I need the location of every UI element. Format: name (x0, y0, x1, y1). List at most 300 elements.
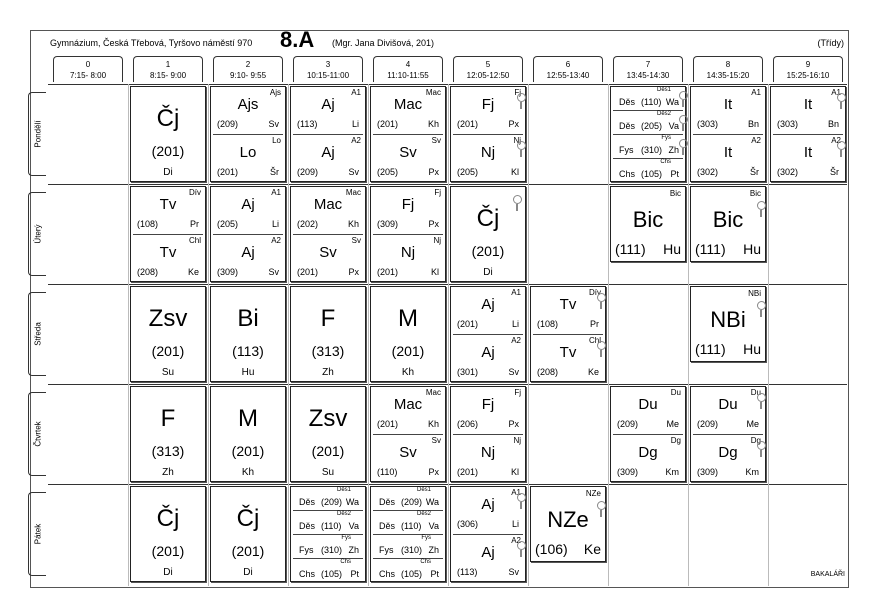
key-icon (597, 293, 606, 302)
lesson-group: Chs (340, 559, 351, 565)
lesson-cell[interactable] (690, 86, 766, 182)
lesson-subject: It (723, 144, 733, 161)
lesson-room: (303) (777, 119, 799, 129)
lesson-cell[interactable] (210, 186, 286, 282)
lesson-room: (208) (137, 267, 159, 277)
lesson-room: (209) (617, 419, 639, 429)
lesson-cell[interactable] (210, 386, 286, 482)
lesson-group: A2 (351, 136, 361, 145)
period-number: 9 (805, 60, 811, 69)
period-time: 11:10-11:55 (387, 71, 429, 80)
lesson-teacher: Pt (670, 169, 679, 179)
lesson-teacher: Kh (241, 467, 255, 478)
grid-col-line (208, 84, 209, 586)
lesson-subject: Lo (239, 144, 257, 161)
lesson-teacher: Px (348, 267, 359, 277)
lesson-room: (309) (617, 467, 639, 477)
lesson-teacher: Pt (430, 569, 439, 579)
cell-divider (613, 158, 683, 159)
lesson-subject: Fys (379, 545, 394, 555)
lesson-room: (111) (695, 341, 726, 357)
lesson-subject: Čj (236, 505, 260, 532)
lesson-cell[interactable] (130, 286, 206, 382)
lesson-teacher: Wa (425, 497, 439, 507)
lesson-teacher: Hu (241, 367, 255, 378)
lesson-subject: Čj (476, 205, 500, 232)
lesson-cell[interactable] (450, 86, 526, 182)
class-teacher: (Mgr. Jana Divišová, 201) (332, 38, 435, 48)
lesson-room: (105) (641, 169, 663, 179)
period-header (373, 56, 443, 82)
lesson-subject: Zsv (308, 405, 348, 432)
lesson-cell[interactable] (770, 86, 846, 182)
lesson-room: (205) (457, 167, 479, 177)
lesson-subject: It (723, 96, 733, 113)
lesson-group: Fj (514, 388, 521, 397)
lesson-subject: Mac (313, 196, 343, 213)
day-label (28, 192, 46, 276)
lesson-room: (201) (151, 343, 185, 359)
lesson-teacher: Px (428, 467, 439, 477)
cell-divider (613, 134, 683, 135)
lesson-room: (201) (151, 543, 185, 559)
cell-divider (533, 334, 603, 335)
lesson-cell[interactable] (450, 386, 526, 482)
lesson-group: Děs2 (336, 511, 351, 517)
lesson-room: (302) (697, 167, 719, 177)
lesson-room: (201) (391, 343, 425, 359)
lesson-cell[interactable] (130, 186, 206, 282)
day-name: Středa (33, 322, 42, 346)
lesson-room: (113) (232, 343, 264, 359)
lesson-cell[interactable] (530, 486, 606, 562)
grid-col-line (768, 84, 769, 586)
grid-col-line (608, 84, 609, 586)
period-number: 4 (405, 60, 411, 69)
key-icon (757, 301, 766, 310)
lesson-cell[interactable] (370, 186, 446, 282)
lesson-subject: NZe (547, 507, 589, 532)
lesson-room: (201) (377, 419, 399, 429)
lesson-group: Lo (272, 136, 281, 145)
lesson-subject: Aj (481, 544, 495, 561)
lesson-teacher: Wa (665, 97, 679, 107)
lesson-teacher: Bn (827, 119, 839, 129)
lesson-teacher: Kh (427, 119, 439, 129)
lesson-room: (201) (377, 267, 399, 277)
lesson-room: (201) (217, 167, 239, 177)
lesson-group: Nj (513, 136, 521, 145)
lesson-subject: Sv (319, 244, 337, 261)
lesson-room: (206) (457, 419, 479, 429)
lesson-group: A1 (751, 88, 761, 97)
lesson-group: Du (750, 388, 761, 397)
cell-divider (293, 234, 363, 235)
lesson-room: (313) (311, 343, 345, 359)
lesson-subject: M (398, 305, 418, 332)
lesson-group: Fj (434, 188, 441, 197)
day-label (28, 292, 46, 376)
day-name: Pátek (33, 523, 42, 545)
cell-divider (293, 510, 363, 511)
lesson-room: (205) (641, 121, 663, 131)
lesson-subject: Nj (480, 444, 496, 461)
lesson-teacher: Sv (508, 567, 519, 577)
lesson-cell[interactable] (370, 486, 446, 582)
lesson-cell[interactable] (290, 486, 366, 582)
key-icon (679, 139, 688, 148)
cell-divider (373, 234, 443, 235)
lesson-room: (201) (297, 267, 319, 277)
cell-divider (293, 534, 363, 535)
lesson-room: (201) (457, 119, 479, 129)
lesson-room: (201) (377, 119, 399, 129)
lesson-subject: Tv (559, 296, 577, 313)
period-number: 0 (85, 60, 91, 69)
cell-divider (293, 134, 363, 135)
lesson-group: A1 (351, 88, 361, 97)
lesson-subject: Děs (619, 97, 636, 107)
lesson-room: (310) (401, 545, 423, 555)
lesson-room: (110) (641, 97, 662, 107)
lesson-room: (201) (457, 319, 479, 329)
period-number: 6 (565, 60, 571, 69)
day-label (28, 92, 46, 176)
lesson-subject: Čj (156, 105, 180, 132)
lesson-subject: Tv (159, 196, 177, 213)
lesson-subject: Čj (156, 505, 180, 532)
lesson-teacher: Di (243, 567, 253, 578)
lesson-teacher: Px (428, 167, 439, 177)
lesson-teacher: Wa (345, 497, 359, 507)
cell-divider (373, 510, 443, 511)
lesson-teacher: Px (508, 119, 519, 129)
lesson-room: (303) (697, 119, 719, 129)
lesson-subject: Bic (712, 207, 744, 232)
period-header (613, 56, 683, 82)
lesson-room: (306) (457, 519, 479, 529)
lesson-cell[interactable] (450, 186, 526, 282)
day-label (28, 492, 46, 576)
lesson-subject: Děs (379, 521, 396, 531)
key-icon (597, 501, 606, 510)
cell-divider (373, 434, 443, 435)
lesson-subject: Děs (299, 521, 316, 531)
lesson-cell[interactable] (610, 86, 686, 182)
lesson-cell[interactable] (690, 286, 766, 362)
grid-col-line (448, 84, 449, 586)
lesson-group: Děs1 (336, 487, 351, 493)
lesson-room: (209) (297, 167, 319, 177)
lesson-room: (310) (641, 145, 663, 155)
cell-divider (773, 134, 843, 135)
lesson-group: A2 (271, 236, 281, 245)
lesson-teacher: Sv (348, 167, 359, 177)
lesson-subject: Aj (321, 144, 335, 161)
lesson-group: Du (670, 388, 681, 397)
lesson-teacher: Me (746, 419, 759, 429)
lesson-teacher: Sv (268, 119, 279, 129)
lesson-subject: Fj (401, 196, 415, 213)
lesson-teacher: Zh (668, 145, 679, 155)
lesson-teacher: Px (508, 419, 519, 429)
lesson-group: A1 (511, 488, 521, 497)
lesson-room: (209) (697, 419, 719, 429)
lesson-room: (302) (777, 167, 799, 177)
lesson-subject: Aj (241, 244, 255, 261)
lesson-room: (108) (537, 319, 559, 329)
cell-divider (373, 558, 443, 559)
lesson-room: (106) (535, 541, 568, 557)
lesson-subject: Fj (481, 96, 495, 113)
lesson-teacher: Zh (348, 545, 359, 555)
lesson-teacher: Pr (190, 219, 199, 229)
bakalari-logo: BAKALÁŘI (810, 571, 845, 578)
lesson-teacher: Kh (401, 367, 415, 378)
lesson-group: Nj (433, 236, 441, 245)
lesson-group: Nj (513, 436, 521, 445)
lesson-cell[interactable] (130, 386, 206, 482)
period-time: 13:45-14:30 (626, 71, 670, 80)
lesson-teacher: Pr (590, 319, 599, 329)
cell-divider (693, 134, 763, 135)
key-icon (517, 141, 526, 150)
lesson-subject: NBi (710, 307, 746, 332)
lesson-group: Dg (750, 436, 761, 445)
period-number: 2 (245, 60, 251, 69)
lesson-group: NZe (585, 489, 601, 498)
grid-col-line (128, 84, 129, 586)
lesson-room: (111) (615, 241, 646, 257)
lesson-cell[interactable] (130, 86, 206, 182)
grid-col-line (528, 84, 529, 586)
lesson-subject: Chs (299, 569, 316, 579)
lesson-teacher: Hu (663, 241, 681, 257)
period-time: 15:25-16:10 (786, 71, 830, 80)
lesson-cell[interactable] (290, 386, 366, 482)
lesson-teacher: Km (745, 467, 759, 477)
lesson-subject: Chs (619, 169, 636, 179)
lesson-teacher: Px (428, 219, 439, 229)
period-time: 7:15- 8:00 (69, 71, 107, 80)
tridy-label: (Třídy) (817, 38, 844, 48)
lesson-group: Děs1 (416, 487, 431, 493)
key-icon (517, 493, 526, 502)
lesson-room: (209) (401, 497, 423, 507)
period-header (533, 56, 603, 82)
lesson-room: (113) (297, 119, 318, 129)
school-name: Gymnázium, Česká Třebová, Tyršovo náměstí 970 (50, 38, 253, 48)
lesson-teacher: Šr (750, 167, 759, 177)
cell-divider (213, 234, 283, 235)
lesson-teacher: Kl (510, 467, 519, 477)
lesson-cell[interactable] (290, 286, 366, 382)
key-icon (679, 91, 688, 100)
lesson-teacher: Di (163, 567, 173, 578)
lesson-cell[interactable] (210, 286, 286, 382)
cell-divider (133, 234, 203, 235)
lesson-room: (110) (321, 521, 342, 531)
period-header (453, 56, 523, 82)
lesson-subject: Aj (321, 96, 335, 113)
lesson-subject: Du (718, 396, 738, 413)
lesson-room: (111) (695, 241, 726, 257)
lesson-cell[interactable] (130, 486, 206, 582)
lesson-room: (209) (321, 497, 343, 507)
lesson-teacher: Su (161, 367, 175, 378)
lesson-cell[interactable] (450, 286, 526, 382)
lesson-cell[interactable] (690, 386, 766, 482)
lesson-room: (113) (457, 567, 478, 577)
lesson-teacher: Kl (430, 267, 439, 277)
period-header (53, 56, 123, 82)
lesson-room: (105) (401, 569, 423, 579)
lesson-group: A1 (511, 288, 521, 297)
lesson-teacher: Va (668, 121, 679, 131)
lesson-group: Mac (345, 188, 361, 197)
lesson-subject: Aj (241, 196, 255, 213)
lesson-group: Sv (351, 236, 361, 245)
lesson-cell[interactable] (370, 386, 446, 482)
lesson-subject: Chs (379, 569, 396, 579)
lesson-room: (309) (377, 219, 399, 229)
lesson-subject: Děs (379, 497, 396, 507)
lesson-subject: Nj (400, 244, 416, 261)
key-icon (517, 541, 526, 550)
lesson-teacher: Va (348, 521, 359, 531)
lesson-group: Fj (514, 88, 521, 97)
lesson-cell[interactable] (610, 186, 686, 262)
period-time: 10:15-11:00 (306, 71, 350, 80)
lesson-teacher: Kl (510, 167, 519, 177)
lesson-group: Fys (661, 135, 671, 141)
lesson-cell[interactable] (210, 86, 286, 182)
lesson-subject: Fys (299, 545, 314, 555)
lesson-teacher: Zh (428, 545, 439, 555)
lesson-cell[interactable] (690, 186, 766, 262)
lesson-group: Chs (660, 159, 671, 165)
lesson-cell[interactable] (530, 286, 606, 382)
lesson-group: Děs2 (416, 511, 431, 517)
lesson-subject: It (803, 96, 813, 113)
lesson-subject: Tv (559, 344, 577, 361)
lesson-teacher: Bn (747, 119, 759, 129)
period-header (133, 56, 203, 82)
lesson-teacher: Sv (508, 367, 519, 377)
lesson-room: (313) (151, 443, 185, 459)
period-header (693, 56, 763, 82)
lesson-cell[interactable] (290, 186, 366, 282)
lesson-group: Chl (188, 236, 201, 245)
lesson-subject: Mac (393, 396, 423, 413)
cell-divider (613, 110, 683, 111)
lesson-group: Bic (669, 189, 681, 198)
day-name: Pondělí (33, 120, 42, 148)
lesson-subject: Děs (299, 497, 316, 507)
lesson-cell[interactable] (370, 286, 446, 382)
lesson-group: Mac (425, 388, 441, 397)
period-number: 3 (325, 60, 331, 69)
lesson-subject: Fys (619, 145, 634, 155)
lesson-cell[interactable] (370, 86, 446, 182)
lesson-room: (309) (217, 267, 239, 277)
lesson-group: NBi (748, 289, 761, 298)
lesson-teacher: Kh (347, 219, 359, 229)
lesson-group: A1 (831, 88, 841, 97)
period-number: 5 (485, 60, 491, 69)
day-label (28, 392, 46, 476)
lesson-group: A2 (751, 136, 761, 145)
key-icon (757, 441, 766, 450)
lesson-teacher: Ke (187, 267, 199, 277)
key-icon (837, 141, 846, 150)
lesson-subject: Sv (399, 144, 417, 161)
lesson-room: (110) (377, 467, 398, 477)
period-time: 8:15- 9:00 (149, 71, 187, 80)
lesson-group: Dív (189, 188, 201, 197)
cell-divider (453, 134, 523, 135)
lesson-group: Dív (589, 288, 601, 297)
lesson-group: A2 (511, 536, 521, 545)
lesson-teacher: Zh (162, 467, 174, 478)
lesson-cell[interactable] (210, 486, 286, 582)
lesson-teacher: Li (351, 119, 359, 129)
lesson-group: A1 (271, 188, 281, 197)
lesson-subject: Děs (619, 121, 636, 131)
lesson-subject: Mac (393, 96, 423, 113)
lesson-teacher: Šr (830, 167, 839, 177)
period-time: 14:35-15:20 (706, 71, 750, 80)
lesson-teacher: Hu (743, 341, 761, 357)
lesson-room: (201) (471, 243, 505, 259)
cell-divider (693, 434, 763, 435)
day-name: Čtvrtek (33, 421, 42, 447)
lesson-room: (201) (151, 143, 185, 159)
lesson-cell[interactable] (450, 486, 526, 582)
lesson-cell[interactable] (290, 86, 366, 182)
lesson-teacher: Su (321, 467, 335, 478)
lesson-room: (209) (217, 119, 239, 129)
lesson-subject: Aj (481, 296, 495, 313)
lesson-subject: F (320, 305, 336, 332)
lesson-teacher: Va (428, 521, 439, 531)
cell-divider (453, 334, 523, 335)
period-time: 9:10- 9:55 (229, 71, 267, 80)
cell-divider (373, 534, 443, 535)
key-icon (597, 341, 606, 350)
cell-divider (293, 558, 363, 559)
key-icon (837, 93, 846, 102)
lesson-subject: Bic (632, 207, 664, 232)
lesson-subject: Du (638, 396, 658, 413)
lesson-room: (310) (321, 545, 343, 555)
period-header (213, 56, 283, 82)
lesson-cell[interactable] (610, 386, 686, 482)
lesson-teacher: Ke (583, 541, 601, 557)
lesson-group: Chl (588, 336, 601, 345)
lesson-room: (201) (311, 443, 345, 459)
lesson-teacher: Kh (427, 419, 439, 429)
cell-divider (613, 434, 683, 435)
lesson-teacher: Ke (587, 367, 599, 377)
lesson-room: (201) (231, 443, 265, 459)
lesson-subject: F (160, 405, 176, 432)
lesson-room: (205) (217, 219, 239, 229)
lesson-group: A2 (511, 336, 521, 345)
lesson-room: (108) (137, 219, 159, 229)
lesson-teacher: Zh (322, 367, 334, 378)
lesson-subject: Tv (159, 244, 177, 261)
